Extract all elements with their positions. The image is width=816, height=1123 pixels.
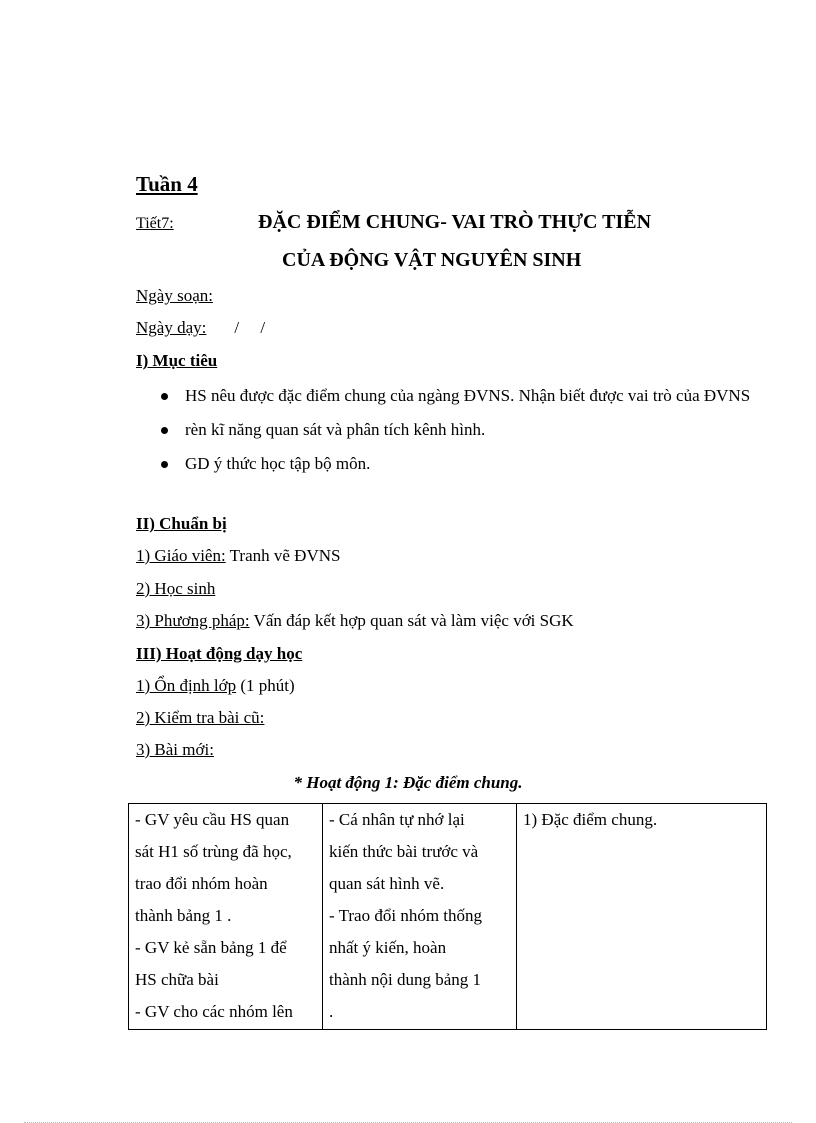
student-activity-cell: [323, 804, 517, 1030]
cell-line: trao đổi nhóm hoàn: [135, 874, 268, 893]
lesson-title-line-1: ĐẶC ĐIỂM CHUNG- VAI TRÒ THỰC TIỄN: [258, 211, 652, 233]
content-cell: [517, 804, 767, 1030]
cell-line: kiến thức bài trước và: [329, 842, 479, 861]
method-row: [136, 611, 574, 631]
cell-line: - GV yêu cầu HS quan: [135, 810, 290, 829]
cell-line: thành bảng 1 .: [135, 906, 232, 925]
objective-item: [136, 414, 756, 446]
objective-text: rèn kĩ năng quan sát và phân tích kênh hình.: [185, 420, 486, 439]
objectives-heading: I) Mục tiêu: [136, 351, 218, 370]
bullet-icon: [161, 461, 168, 468]
teacher-activity-cell: [129, 804, 323, 1030]
cell-line: thành nội dung bảng 1: [329, 970, 482, 989]
cell-line: HS chữa bài: [135, 970, 219, 989]
teacher-prep-row: [136, 546, 340, 566]
class-stabilize-value: (1 phút): [236, 676, 295, 695]
cell-line: - GV cho các nhóm lên: [135, 1002, 293, 1021]
method-value: Vấn đáp kết hợp quan sát và làm việc với SGK: [249, 611, 574, 630]
taught-date-label: Ngày dạy:: [136, 318, 207, 337]
bullet-icon: [161, 393, 168, 400]
objective-text: HS nêu được đặc điểm chung của ngàng ĐVNS. Nhận biết được vai trò của ĐVNS: [185, 386, 751, 405]
teacher-prep-label: 1) Giáo viên:: [136, 546, 226, 565]
cell-line: - Trao đổi nhóm thống: [329, 906, 483, 925]
bullet-icon: [161, 427, 168, 434]
preparation-heading: II) Chuẩn bị: [136, 514, 227, 533]
student-prep-label: 2) Học sinh: [136, 579, 216, 598]
table-row: [129, 804, 767, 1030]
cell-line: quan sát hình vẽ.: [329, 874, 445, 893]
cell-line: sát H1 số trùng đã học,: [135, 842, 292, 861]
cell-line: nhất ý kiến, hoàn: [329, 938, 447, 957]
activities-heading: III) Hoạt động dạy học: [136, 644, 303, 663]
taught-date-row: [136, 318, 265, 338]
taught-date-value: / /: [234, 318, 266, 337]
period-label: Tiết7:: [136, 215, 174, 232]
objective-item: [136, 448, 756, 480]
activity-1-table: [128, 803, 767, 1030]
week-heading: Tuần 4: [136, 172, 198, 196]
old-lesson-check-label: 2) Kiểm tra bài cũ:: [136, 708, 265, 727]
prepared-date-label: Ngày soạn:: [136, 286, 213, 305]
teacher-prep-value: Tranh vẽ ĐVNS: [225, 546, 341, 565]
objective-text: GD ý thức học tập bộ môn.: [185, 454, 371, 473]
activity-1-title: * Hoạt động 1: Đặc điểm chung.: [293, 773, 523, 792]
objectives-list: [136, 380, 756, 482]
new-lesson-label: 3) Bài mới:: [136, 740, 214, 759]
cell-line: 1) Đặc điểm chung.: [523, 810, 658, 829]
cell-line: - GV kẻ sẵn bảng 1 để: [135, 938, 287, 957]
cell-line: - Cá nhân tự nhớ lại: [329, 810, 465, 829]
method-label: 3) Phương pháp:: [136, 611, 250, 630]
class-stabilize-label: 1) Ổn định lớp: [136, 676, 237, 695]
objective-item: [136, 380, 756, 412]
class-stabilize-row: [136, 676, 295, 696]
cell-line: .: [329, 1002, 334, 1021]
lesson-title-line-2: CỦA ĐỘNG VẬT NGUYÊN SINH: [282, 249, 582, 271]
